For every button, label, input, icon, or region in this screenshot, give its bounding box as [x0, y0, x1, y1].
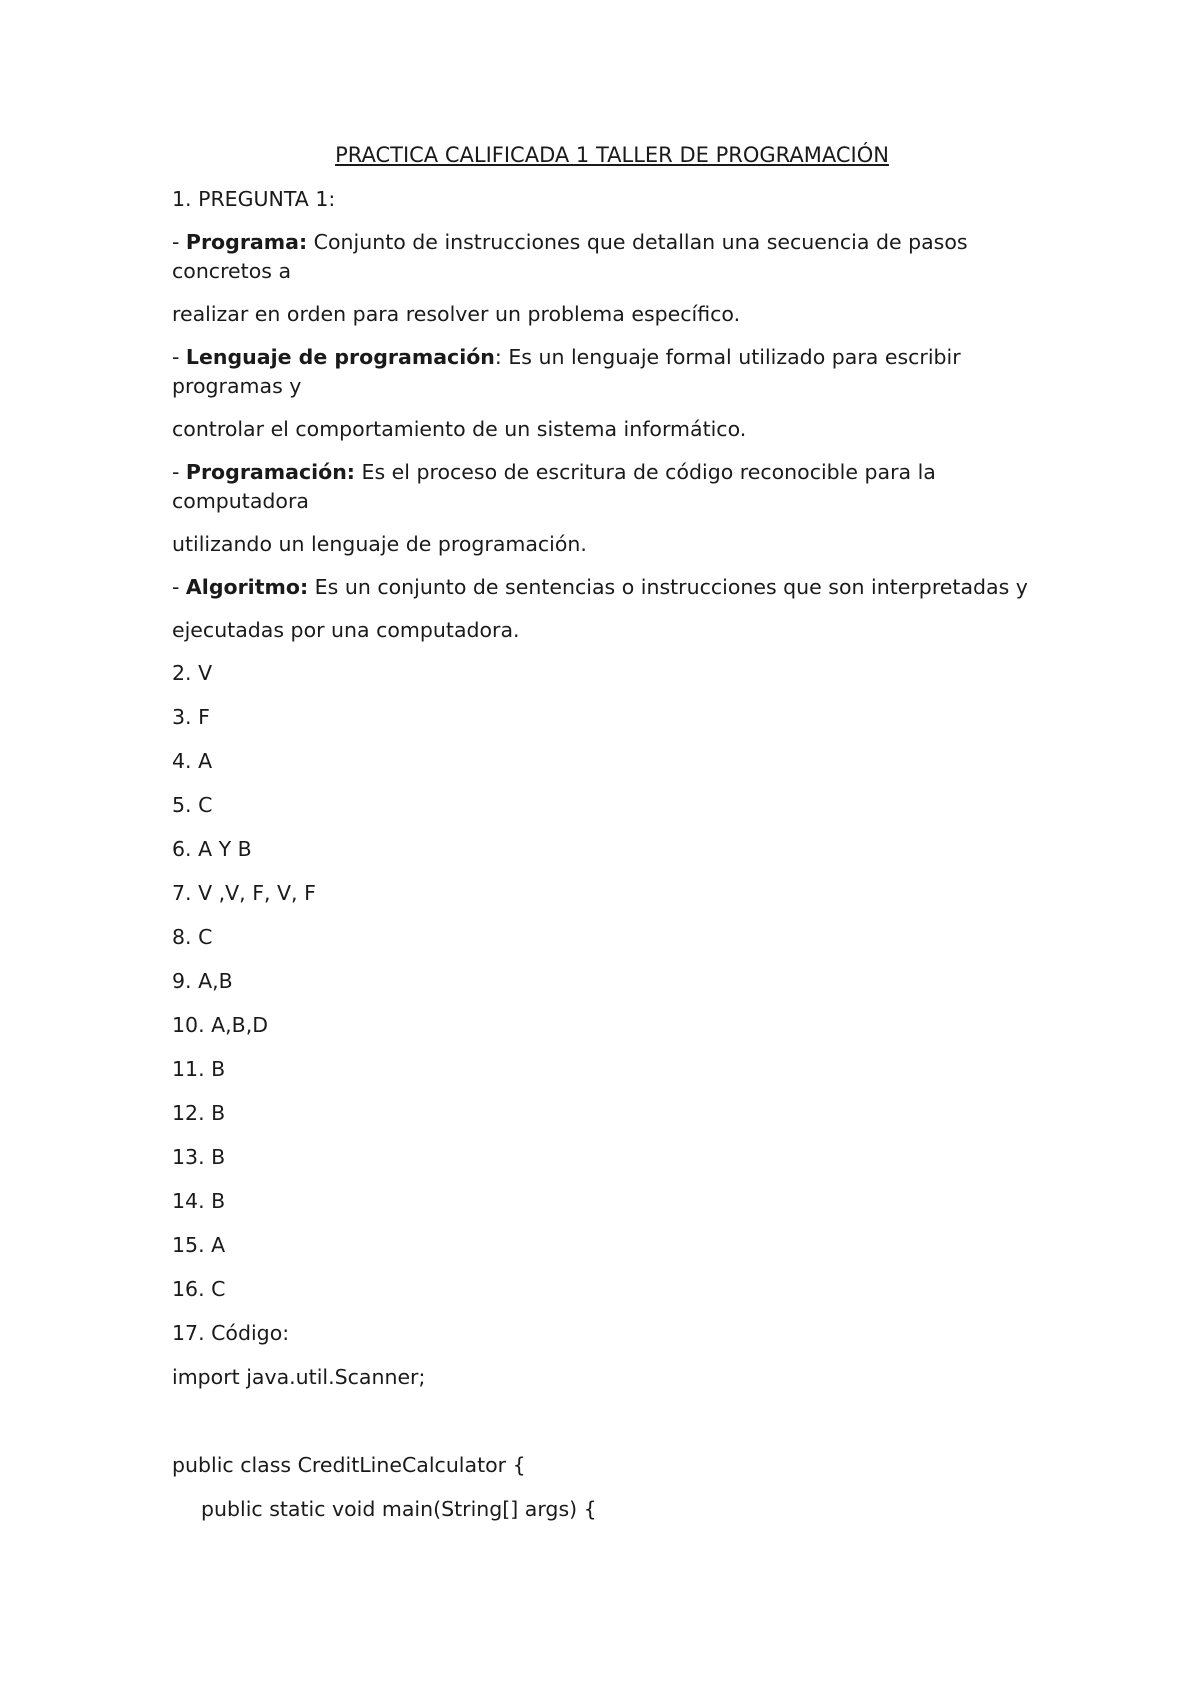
definition-text: : Es un lenguaje formal utilizado para escribir programas y	[172, 345, 961, 398]
definition-term: Algoritmo:	[185, 575, 309, 599]
code-line: import java.util.Scanner;	[172, 1365, 426, 1389]
document-title: PRACTICA CALIFICADA 1 TALLER DE PROGRAMACIÓN	[335, 143, 889, 167]
answer-item: 17. Código:	[172, 1321, 290, 1345]
definition-lenguaje	[172, 343, 1052, 401]
answer-item: 6. A Y B	[172, 837, 252, 861]
answer-item: 16. C	[172, 1277, 226, 1301]
definition-text: Es el proceso de escritura de código reconocible para la computadora	[172, 460, 936, 513]
answer-item: 14. B	[172, 1189, 226, 1213]
definition-prefix: -	[172, 575, 186, 599]
definition-term: Lenguaje de programación	[185, 345, 495, 369]
answer-item: 12. B	[172, 1101, 226, 1125]
answer-item: 7. V ,V, F, V, F	[172, 881, 316, 905]
code-line-blank	[172, 1407, 1052, 1436]
code-block	[172, 1363, 1052, 1524]
answer-item: 4. A	[172, 749, 213, 773]
code-line: public static void main(String[] args) {	[201, 1497, 597, 1521]
answer-item: 8. C	[172, 925, 213, 949]
definition-continuation: ejecutadas por una computadora.	[172, 618, 520, 642]
answer-item: 10. A,B,D	[172, 1013, 269, 1037]
document-content	[172, 140, 1052, 1539]
definition-prefix: -	[172, 230, 186, 254]
answer-item: 2. V	[172, 661, 213, 685]
question-1-heading: 1. PREGUNTA 1:	[172, 187, 336, 211]
answer-item: 13. B	[172, 1145, 226, 1169]
code-line: public class CreditLineCalculator {	[172, 1453, 526, 1477]
answer-item: 15. A	[172, 1233, 226, 1257]
definition-text: Conjunto de instrucciones que detallan una secuencia de pasos concretos a	[172, 230, 968, 283]
answer-item: 9. A,B	[172, 969, 233, 993]
definition-prefix: -	[172, 460, 186, 484]
definition-continuation: controlar el comportamiento de un sistema informático.	[172, 417, 747, 441]
definition-term: Programa:	[185, 230, 308, 254]
answer-item: 3. F	[172, 705, 210, 729]
answer-item: 11. B	[172, 1057, 226, 1081]
answer-list	[172, 659, 1052, 1348]
definition-continuation: realizar en orden para resolver un problema específico.	[172, 302, 741, 326]
definition-text: Es un conjunto de sentencias o instrucciones que son interpretadas y	[308, 575, 1028, 599]
definition-programa	[172, 228, 1052, 286]
definition-term: Programación:	[185, 460, 356, 484]
definition-algoritmo	[172, 573, 1052, 602]
definition-programacion	[172, 458, 1052, 516]
definition-prefix: -	[172, 345, 186, 369]
answer-item: 5. C	[172, 793, 213, 817]
definition-continuation: utilizando un lenguaje de programación.	[172, 532, 587, 556]
